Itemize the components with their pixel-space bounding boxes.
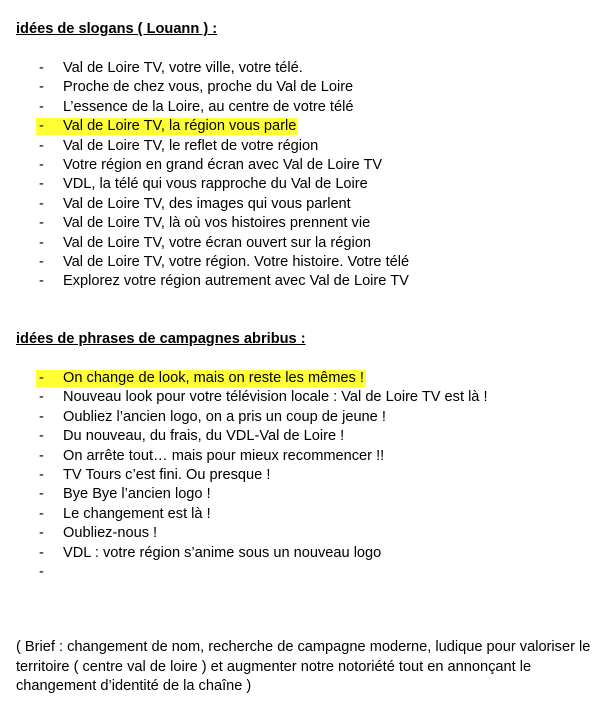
list-bullet-dash: -	[39, 195, 44, 212]
list-item-text: Oubliez-nous !	[63, 525, 158, 542]
list-item-text: Val de Loire TV, votre écran ouvert sur la région	[63, 234, 371, 251]
list-bullet-dash: -	[39, 215, 44, 232]
list-item-text: VDL : votre région s’anime sous un nouveau logo	[63, 544, 382, 561]
list-item-text: Val de Loire TV, votre région. Votre histoire. Votre télé	[63, 253, 410, 270]
list-item-text: Val de Loire TV, la région vous parle	[63, 118, 297, 135]
list-item-text: L’essence de la Loire, au centre de votre télé	[63, 98, 354, 115]
list-bullet-dash: -	[39, 60, 44, 76]
list-bullet-dash: -	[39, 137, 44, 154]
list-item-text: Votre région en grand écran avec Val de Loire TV	[63, 156, 383, 173]
list-item-text: Val de Loire TV, des images qui vous parlent	[63, 195, 351, 212]
list-bullet-dash: -	[39, 486, 44, 503]
list-bullet-dash: -	[39, 447, 44, 464]
list-item-text: Val de Loire TV, là où vos histoires prennent vie	[63, 215, 371, 232]
list-bullet-dash: -	[39, 544, 44, 561]
list-item-text: On arrête tout… mais pour mieux recommencer !!	[63, 447, 385, 464]
list-bullet-dash: -	[39, 253, 44, 270]
list-bullet-dash: -	[39, 428, 44, 445]
list-item-text: Proche de chez vous, proche du Val de Loire	[63, 79, 354, 96]
list-item-text: On change de look, mais on reste les mêmes !	[63, 370, 364, 386]
list-bullet-dash: -	[39, 98, 44, 115]
brief-paragraph: ( Brief : changement de nom, recherche de campagne moderne, ludique pour valoriser le territoire ( centre val de loire ) et augmenter notre notoriété tout en annonçant le changement d’identité de la chaîne )	[16, 639, 591, 695]
list-bullet-dash: -	[39, 234, 44, 251]
list-item-text: Val de Loire TV, le reflet de votre région	[63, 137, 319, 154]
list-item-text: Nouveau look pour votre télévision locale : Val de Loire TV est là !	[63, 389, 488, 406]
list-bullet-dash: -	[39, 156, 44, 173]
list-bullet-dash: -	[39, 563, 44, 580]
list-bullet-dash: -	[39, 466, 44, 483]
list-item-text: TV Tours c’est fini. Ou presque !	[63, 466, 271, 483]
list-item-text: Bye Bye l’ancien logo !	[63, 486, 211, 503]
list-bullet-dash: -	[39, 505, 44, 522]
list-bullet-dash: -	[39, 525, 44, 542]
list-item-text: Le changement est là !	[63, 505, 211, 522]
list-bullet-dash: -	[39, 118, 44, 135]
slogans-heading: idées de slogans ( Louann ) :	[16, 21, 218, 37]
list-bullet-dash: -	[39, 370, 44, 386]
list-item-text: Explorez votre région autrement avec Val de Loire TV	[63, 273, 409, 290]
list-bullet-dash: -	[39, 176, 44, 193]
list-bullet-dash: -	[39, 79, 44, 96]
list-bullet-dash: -	[39, 408, 44, 425]
list-item-text: Val de Loire TV, votre ville, votre télé.	[63, 60, 303, 76]
campaigns-heading: idées de phrases de campagnes abribus :	[16, 331, 306, 347]
list-item-text: Oubliez l’ancien logo, on a pris un coup de jeune !	[63, 408, 386, 425]
list-bullet-dash: -	[39, 389, 44, 406]
list-item-text: Du nouveau, du frais, du VDL-Val de Loire !	[63, 428, 345, 445]
list-bullet-dash: -	[39, 273, 44, 290]
list-item-text: VDL, la télé qui vous rapproche du Val de Loire	[63, 176, 368, 193]
